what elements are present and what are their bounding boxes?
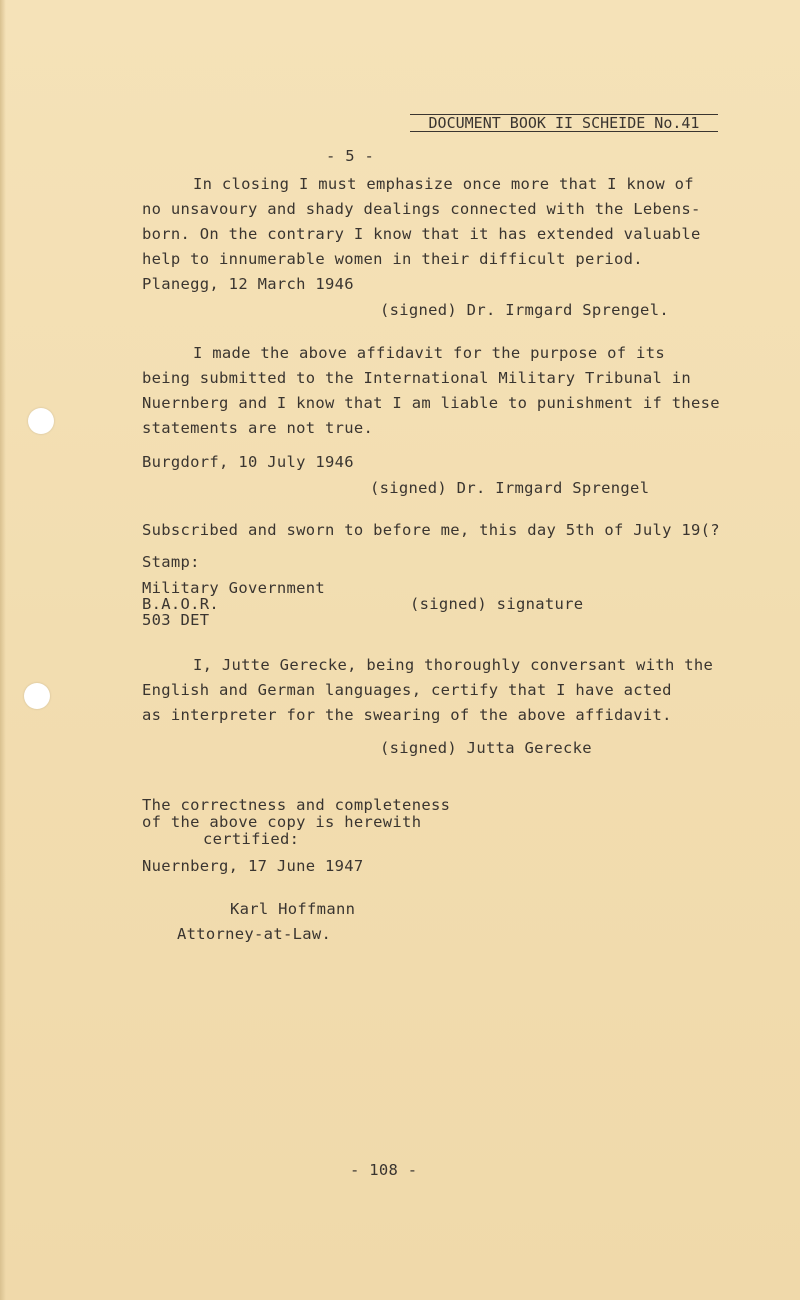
certification-line: certified: [203, 830, 300, 848]
paragraph-2-line: being submitted to the International Military Tribunal in [142, 369, 692, 387]
stamp-line: B.A.O.R. [142, 595, 220, 613]
document-reference-header: DOCUMENT BOOK II SCHEIDE No.41 [410, 114, 718, 132]
place-date-3: Nuernberg, 17 June 1947 [142, 857, 364, 875]
attorney-name: Karl Hoffmann [230, 900, 356, 918]
paragraph-1-line: help to innumerable women in their difficult period. [142, 250, 643, 268]
page-edge-shadow [0, 0, 6, 1300]
signature-2: (signed) Dr. Irmgard Sprengel [370, 479, 650, 497]
attorney-title: Attorney-at-Law. [177, 925, 332, 943]
page-number-top: - 5 - [326, 147, 375, 165]
stamp-line: Military Government [142, 579, 326, 597]
paragraph-1-line: born. On the contrary I know that it has extended valuable [142, 225, 701, 243]
certification-line: of the above copy is herewith [142, 813, 422, 831]
page-number-bottom: - 108 - [350, 1161, 418, 1179]
stamp-line: 503 DET [142, 611, 210, 629]
paragraph-2-line: I made the above affidavit for the purpose of its [193, 344, 665, 362]
place-date-1: Planegg, 12 March 1946 [142, 275, 354, 293]
punch-hole [24, 683, 50, 709]
paragraph-2-line: statements are not true. [142, 419, 374, 437]
certification-line: The correctness and completeness [142, 796, 451, 814]
paragraph-1-line: In closing I must emphasize once more that I know of [193, 175, 694, 193]
place-date-2: Burgdorf, 10 July 1946 [142, 453, 354, 471]
punch-hole [28, 408, 54, 434]
signature-1: (signed) Dr. Irmgard Sprengel. [380, 301, 669, 319]
paragraph-3-line: English and German languages, certify that I have acted [142, 681, 672, 699]
paragraph-3-line: as interpreter for the swearing of the above affidavit. [142, 706, 672, 724]
stamp-label: Stamp: [142, 553, 200, 571]
paragraph-3-line: I, Jutte Gerecke, being thoroughly conversant with the [193, 656, 714, 674]
stamp-signature: (signed) signature [410, 595, 584, 613]
sworn-statement: Subscribed and sworn to before me, this day 5th of July 19(? [142, 521, 720, 539]
signature-3: (signed) Jutta Gerecke [380, 739, 592, 757]
paragraph-1-line: no unsavoury and shady dealings connected with the Lebens- [142, 200, 701, 218]
paragraph-2-line: Nuernberg and I know that I am liable to punishment if these [142, 394, 720, 412]
